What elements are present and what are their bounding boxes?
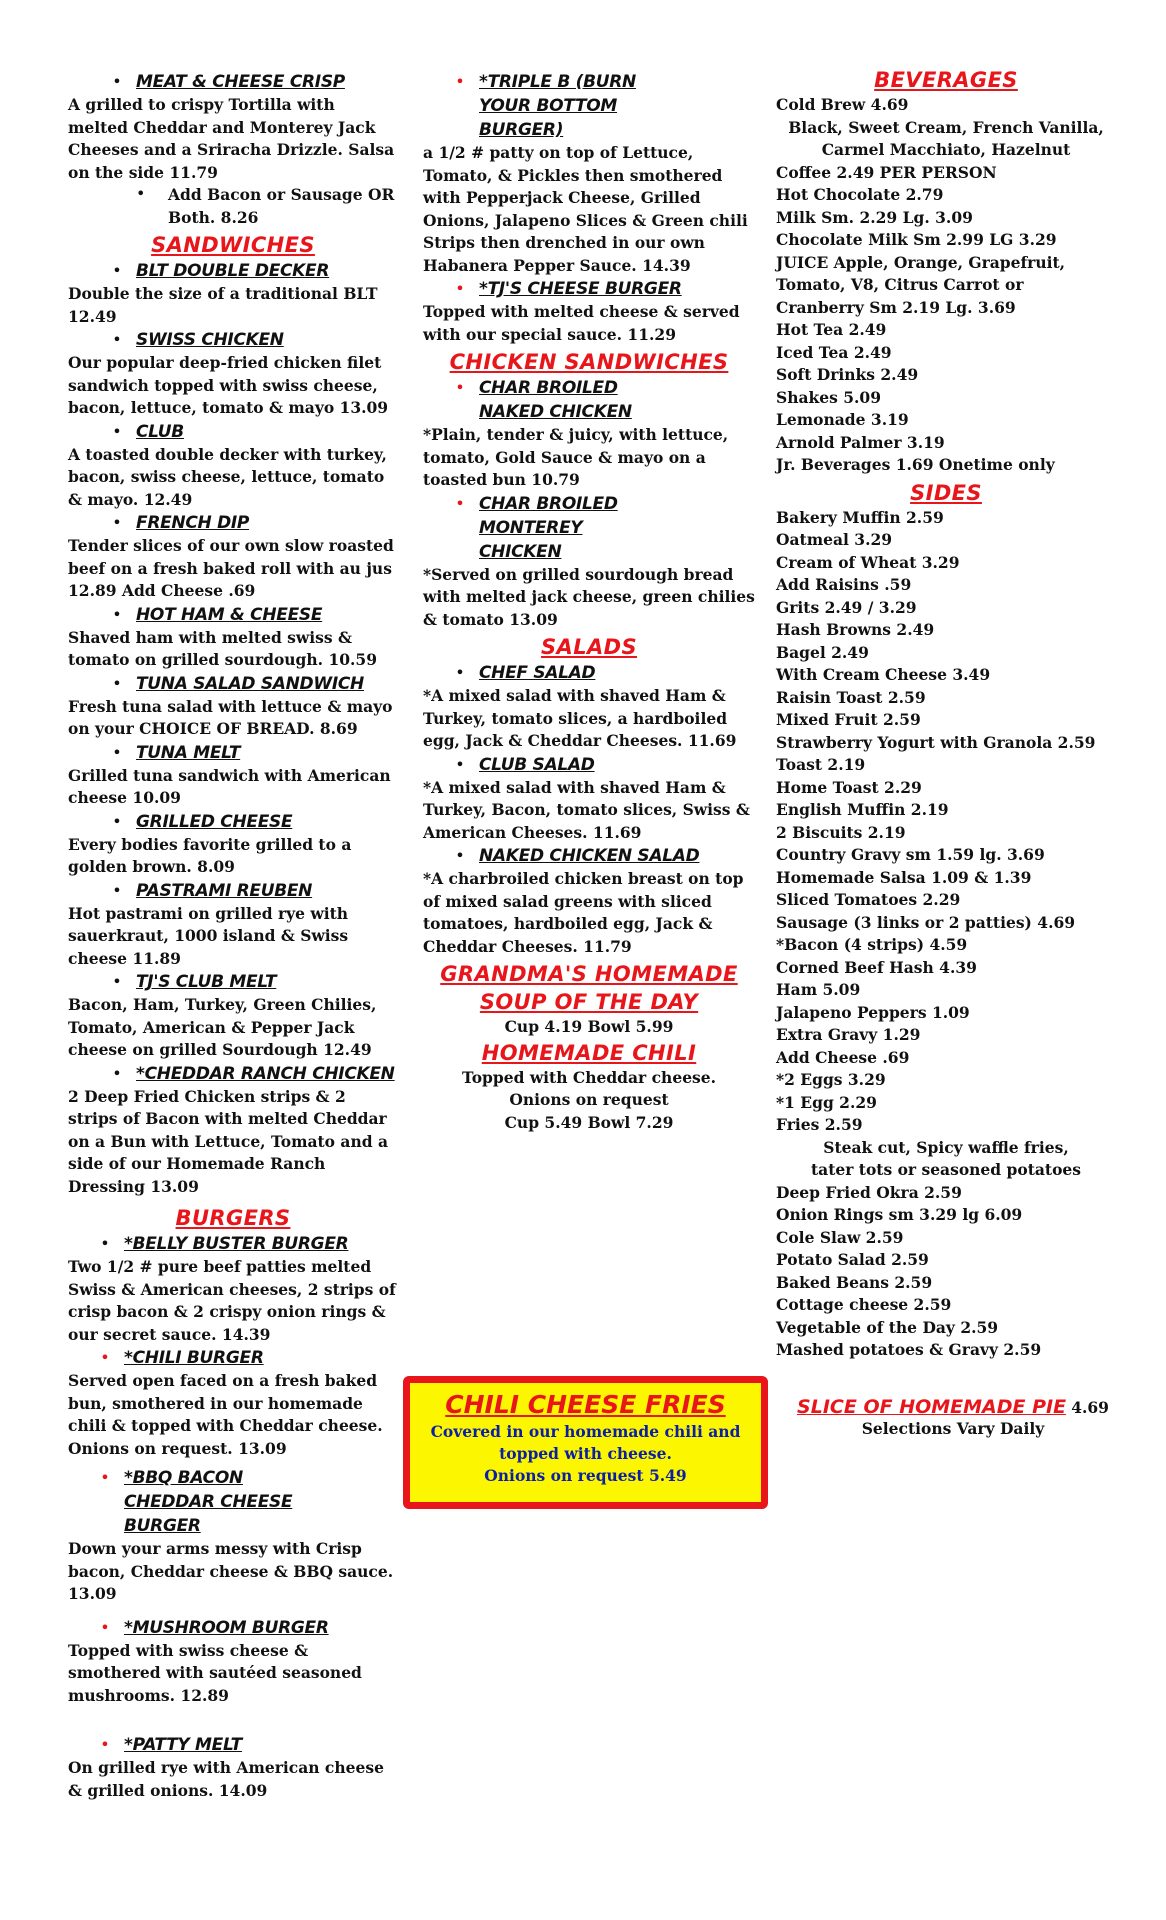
list-line: Carmel Macchiato, Hazelnut: [821, 140, 1071, 159]
menu-column-3: [776, 70, 1116, 1362]
list-line: Cole Slaw 2.59: [776, 1227, 904, 1247]
chicken-list: [423, 376, 755, 631]
item-description: Served open faced on a fresh baked bun, smothered in our homemade chili & topped with Cheddar cheese. Onions on request. 13.09: [68, 1371, 383, 1458]
homemade-pie-block: [788, 1396, 1118, 1441]
menu-item-header: [68, 1062, 398, 1086]
bullet-icon: •: [112, 330, 122, 349]
item-description: Topped with swiss cheese & smothered with sautéed seasoned mushrooms. 12.89: [68, 1640, 362, 1705]
item-name: PASTRAMI REUBEN: [136, 880, 313, 901]
section-title-salads: SALADS: [541, 635, 637, 659]
menu-item-header: [68, 328, 398, 352]
list-line: Oatmeal 3.29: [776, 530, 893, 549]
item-name: TUNA MELT: [136, 742, 241, 763]
bullet-icon: •: [112, 604, 122, 624]
list-line: Coffee 2.49 PER PERSON: [776, 162, 997, 182]
soup-price: Cup 4.19 Bowl 5.99: [504, 1017, 674, 1036]
list-line: Lemonade 3.19: [776, 410, 909, 429]
list-line: Steak cut, Spicy waffle fries,: [823, 1137, 1069, 1157]
list-line: Ham 5.09: [776, 980, 861, 999]
list-line: Strawberry Yogurt with Granola 2.59: [776, 732, 1096, 752]
list-line: Chocolate Milk Sm 2.99 LG 3.29: [776, 230, 1057, 249]
bullet-icon: •: [112, 742, 122, 762]
list-line: Sliced Tomatoes 2.29: [776, 890, 961, 909]
list-line: Hash Browns 2.49: [776, 620, 935, 639]
bullet-icon: •: [455, 663, 465, 682]
chili-title: HOMEMADE CHILI: [481, 1040, 697, 1065]
item-description: Two 1/2 # pure beef patties melted Swiss & American cheeses, 2 strips of crisp bacon & 2 crispy onion rings & our secret sauce. 14.39: [68, 1257, 396, 1344]
item-name: *CHILI BURGER: [124, 1348, 264, 1368]
menu-item-header: [68, 810, 398, 834]
item-name: *BBQ BACON CHEDDAR CHEESE BURGER: [124, 1468, 293, 1536]
menu-item-header: [68, 1232, 398, 1256]
beverage-list: [776, 94, 1116, 477]
list-line: Home Toast 2.29: [776, 777, 922, 797]
menu-item-header: [68, 1616, 398, 1640]
bullet-icon: •: [100, 1735, 110, 1754]
list-line: Grits 2.49 / 3.29: [776, 597, 917, 617]
menu-column-1: [68, 70, 398, 1802]
item-description: *Plain, tender & juicy, with lettuce, tomato, Gold Sauce & mayo on a toasted bun 10.79: [423, 425, 729, 489]
pie-title: SLICE OF HOMEMADE PIE: [797, 1396, 1067, 1418]
chili-line: Onions on request: [509, 1090, 669, 1109]
soup-title-line-1: GRANDMA'S HOMEMADE: [440, 962, 738, 986]
bullet-icon: •: [100, 1234, 110, 1253]
item-name: TUNA SALAD SANDWICH: [136, 673, 364, 694]
list-line: Corned Beef Hash 4.39: [776, 957, 977, 977]
pie-price: 4.69: [1071, 1398, 1109, 1417]
item-name: FRENCH DIP: [136, 513, 250, 533]
item-description: *A mixed salad with shaved Ham & Turkey, Bacon, tomato slices, Swiss & American Cheeses. 11.69: [423, 777, 750, 842]
list-line: 2 Biscuits 2.19: [776, 822, 906, 842]
bullet-icon: •: [455, 378, 465, 397]
menu-item-header: [68, 259, 398, 283]
pie-subtitle: Selections Vary Daily: [861, 1419, 1045, 1438]
item-name: NAKED CHICKEN SALAD: [479, 846, 700, 866]
list-line: Onion Rings sm 3.29 lg 6.09: [776, 1205, 1023, 1224]
menu-column-2: [423, 70, 755, 1134]
sandwich-list: [68, 259, 398, 1198]
bullet-icon: •: [112, 673, 122, 693]
chili-cheese-fries-box: [403, 1376, 768, 1509]
bullet-icon: •: [100, 1617, 110, 1637]
menu-item-header: [68, 1733, 398, 1757]
list-line: Baked Beans 2.59: [776, 1272, 933, 1292]
item-name: GRILLED CHEESE: [136, 811, 293, 832]
item-name: *CHEDDAR RANCH CHICKEN: [136, 1063, 395, 1084]
item-description: *A mixed salad with shaved Ham & Turkey, tomato slices, a hardboiled egg, Jack & Cheddar Cheeses. 11.69: [423, 686, 737, 750]
item-name: *MUSHROOM BURGER: [124, 1617, 329, 1638]
section-title-sides: SIDES: [910, 480, 982, 505]
item-description: Topped with melted cheese & served with our special sauce. 11.29: [423, 302, 740, 344]
menu-item-header: [68, 1346, 398, 1370]
menu-item-header: [423, 661, 755, 685]
bullet-icon: •: [112, 261, 122, 280]
item-description: 2 Deep Fried Chicken strips & 2 strips of Bacon with melted Cheddar on a Bun with Lettuce, Tomato and a side of our Homemade Ranch Dressing 13.09: [68, 1086, 388, 1196]
list-line: Country Gravy sm 1.59 lg. 3.69: [776, 845, 1045, 864]
item-name: CHAR BROILED MONTEREY CHICKEN: [479, 493, 618, 562]
item-name: BLT DOUBLE DECKER: [136, 261, 330, 281]
bullet-icon: •: [455, 846, 465, 865]
item-description: On grilled rye with American cheese & grilled onions. 14.09: [68, 1758, 384, 1800]
item-name: MEAT & CHEESE CRISP: [136, 72, 345, 92]
item-description: *A charbroiled chicken breast on top of mixed salad greens with sliced tomatoes, hardboiled egg, Jack & Cheddar Cheeses. 11.79: [423, 869, 744, 956]
chili-line: Topped with Cheddar cheese.: [461, 1067, 717, 1087]
list-line: Add Raisins .59: [776, 575, 912, 594]
list-line: Iced Tea 2.49: [776, 342, 892, 362]
list-line: Shakes 5.09: [776, 387, 881, 407]
list-line: Arnold Palmer 3.19: [776, 432, 945, 452]
list-line: Jr. Beverages 1.69 Onetime only: [776, 455, 1055, 474]
fries-box-line: topped with cheese.: [499, 1444, 672, 1463]
bullet-icon: •: [455, 754, 465, 774]
menu-item-header: [68, 879, 398, 903]
menu-item-header: [68, 741, 398, 765]
item-name: SWISS CHICKEN: [136, 330, 284, 350]
bullet-icon: •: [112, 811, 122, 831]
menu-item-header: [68, 511, 398, 535]
item-name: HOT HAM & CHEESE: [136, 604, 323, 625]
bullet-icon: •: [455, 279, 465, 298]
list-line: Sausage (3 links or 2 patties) 4.69: [776, 912, 1076, 932]
list-line: Milk Sm. 2.29 Lg. 3.09: [776, 207, 973, 227]
item-description: a 1/2 # patty on top of Lettuce, Tomato, & Pickles then smothered with Pepperjack Cheese, Grilled Onions, Jalapeno Slices & Green chili Strips then drenched in our own Habanera Pepper Sauce. 14.39: [423, 143, 748, 275]
list-line: With Cream Cheese 3.49: [776, 665, 991, 684]
list-line: Cold Brew 4.69: [776, 95, 909, 114]
section-title-sandwiches: SANDWICHES: [151, 233, 315, 257]
menu-item-header: [68, 672, 398, 696]
item-name: *BELLY BUSTER BURGER: [124, 1234, 349, 1254]
list-line: Extra Gravy 1.29: [776, 1025, 921, 1044]
item-description: *Served on grilled sourdough bread with melted jack cheese, green chilies & tomato 13.09: [423, 564, 755, 629]
item-name: *TRIPLE B (BURN YOUR BOTTOM BURGER): [479, 72, 636, 140]
section-title-chicken-sandwiches: CHICKEN SANDWICHES: [449, 350, 729, 374]
list-line: Cottage cheese 2.59: [776, 1295, 952, 1314]
item-description: Down your arms messy with Crisp bacon, Cheddar cheese & BBQ sauce. 13.09: [68, 1539, 394, 1603]
menu-item-header: [423, 376, 755, 424]
item-description: Tender slices of our own slow roasted beef on a fresh baked roll with au jus 12.89 Add Cheese .69: [68, 536, 394, 600]
item-description: A grilled to crispy Tortilla with melted Cheddar and Monterey Jack Cheeses and a Sriracha Drizzle. Salsa on the side 11.79: [68, 95, 395, 182]
list-line: English Muffin 2.19: [776, 800, 949, 819]
section-title-burgers: BURGERS: [175, 1206, 291, 1230]
list-line: *Bacon (4 strips) 4.59: [776, 935, 968, 954]
chili-line: Cup 5.49 Bowl 7.29: [504, 1112, 674, 1132]
list-line: Fries 2.59: [776, 1115, 863, 1134]
list-line: Cream of Wheat 3.29: [776, 552, 960, 572]
menu-item-meat-cheese-crisp: [68, 70, 398, 94]
list-line: Vegetable of the Day 2.59: [776, 1317, 999, 1337]
item-description: Double the size of a traditional BLT 12.49: [68, 284, 378, 326]
menu-item-triple-b: [423, 70, 755, 142]
list-line: Raisin Toast 2.59: [776, 687, 926, 707]
item-name: CHEF SALAD: [479, 663, 596, 683]
list-line: Deep Fried Okra 2.59: [776, 1182, 962, 1202]
fries-box-line: Onions on request 5.49: [484, 1466, 687, 1485]
list-line: Bagel 2.49: [776, 642, 869, 662]
list-line: Mixed Fruit 2.59: [776, 710, 921, 729]
list-line: Black, Sweet Cream, French Vanilla,: [788, 117, 1104, 137]
fries-box-title: CHILI CHEESE FRIES: [445, 1390, 726, 1419]
menu-item-header: [423, 753, 755, 777]
item-name: CHAR BROILED NAKED CHICKEN: [479, 378, 632, 422]
addon-line: [68, 184, 398, 229]
item-name: CLUB: [136, 421, 184, 442]
item-description: Shaved ham with melted swiss & tomato on grilled sourdough. 10.59: [68, 627, 377, 669]
bullet-icon: •: [136, 184, 146, 203]
list-line: Add Cheese .69: [776, 1047, 910, 1067]
item-name: *TJ'S CHEESE BURGER: [479, 279, 682, 299]
bullet-icon: •: [100, 1468, 110, 1487]
list-line: Jalapeno Peppers 1.09: [776, 1002, 970, 1022]
menu-item-header: [68, 970, 398, 994]
menu-item-header: [68, 603, 398, 627]
side-list: [776, 507, 1116, 1362]
menu-item-header: [423, 492, 755, 564]
bullet-icon: •: [455, 72, 465, 91]
list-line: *2 Eggs 3.29: [776, 1070, 886, 1089]
section-title-beverages: BEVERAGES: [874, 68, 1018, 92]
item-description: Fresh tuna salad with lettuce & mayo on your CHOICE OF BREAD. 8.69: [68, 696, 393, 738]
list-line: Hot Tea 2.49: [776, 320, 887, 339]
item-description: Grilled tuna sandwich with American cheese 10.09: [68, 765, 391, 807]
bullet-icon: •: [100, 1348, 110, 1367]
list-line: Homemade Salsa 1.09 & 1.39: [776, 867, 1032, 887]
salad-list: [423, 661, 755, 958]
list-line: JUICE Apple, Orange, Grapefruit, Tomato, V8, Citrus Carrot or Cranberry Sm 2.19 Lg. 3.69: [776, 252, 1066, 317]
bullet-icon: •: [455, 493, 465, 513]
list-line: Potato Salad 2.59: [776, 1250, 929, 1269]
bullet-icon: •: [112, 421, 122, 441]
list-line: Soft Drinks 2.49: [776, 365, 919, 384]
item-description: Hot pastrami on grilled rye with sauerkraut, 1000 island & Swiss cheese 11.89: [68, 903, 349, 968]
list-line: Hot Chocolate 2.79: [776, 185, 944, 204]
fries-box-line: Covered in our homemade chili and: [430, 1422, 741, 1441]
item-description: Our popular deep-fried chicken filet sandwich topped with swiss cheese, bacon, lettuce, tomato & mayo 13.09: [68, 353, 389, 417]
menu-item-tj-cheese-burger: [423, 277, 755, 301]
soup-title-line-2: SOUP OF THE DAY: [479, 990, 699, 1014]
bullet-icon: •: [112, 72, 122, 91]
bullet-icon: •: [112, 880, 122, 900]
list-line: Toast 2.19: [776, 755, 866, 774]
list-line: *1 Egg 2.29: [776, 1092, 877, 1112]
item-description: Bacon, Ham, Turkey, Green Chilies, Tomato, American & Pepper Jack cheese on grilled Sourdough 12.49: [68, 995, 377, 1059]
bullet-icon: •: [112, 513, 122, 532]
item-name: TJ'S CLUB MELT: [136, 972, 277, 992]
item-description: A toasted double decker with turkey, bacon, swiss cheese, lettuce, tomato & mayo. 12.49: [68, 444, 387, 509]
menu-item-header: [423, 844, 755, 868]
bullet-icon: •: [112, 972, 122, 991]
addon-text: Add Bacon or Sausage OR Both. 8.26: [168, 185, 395, 227]
item-name: *PATTY MELT: [124, 1735, 242, 1755]
item-name: CLUB SALAD: [479, 754, 595, 775]
bullet-icon: •: [112, 1063, 122, 1083]
menu-item-header: [68, 1466, 398, 1538]
burger-list: [68, 1232, 398, 1802]
list-line: Mashed potatoes & Gravy 2.59: [776, 1340, 1042, 1359]
item-description: Every bodies favorite grilled to a golden brown. 8.09: [68, 834, 352, 876]
list-line: tater tots or seasoned potatoes: [811, 1160, 1081, 1179]
menu-item-header: [68, 420, 398, 444]
list-line: Bakery Muffin 2.59: [776, 507, 944, 527]
